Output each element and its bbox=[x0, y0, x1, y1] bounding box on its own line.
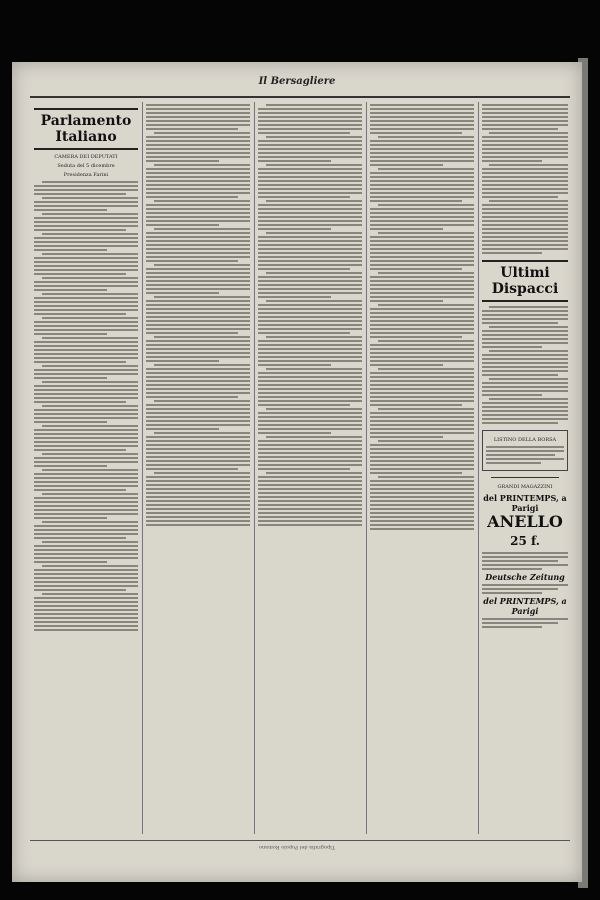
column-1 bbox=[34, 102, 138, 834]
stock-listing-title: LISTINO DELLA BORSA bbox=[493, 437, 557, 443]
ad-price-line bbox=[482, 513, 568, 550]
section-title-parliament: Parlamento Italiano bbox=[34, 108, 138, 150]
session-heading: Seduta del 5 dicembre bbox=[57, 163, 115, 169]
bottom-rule bbox=[30, 840, 570, 841]
article-text bbox=[370, 104, 474, 530]
column-4 bbox=[370, 102, 474, 834]
presidency-heading: Presidenza Farini bbox=[63, 172, 109, 178]
store-advertisement bbox=[482, 484, 568, 628]
section-title-dispatches: Ultimi Dispacci bbox=[482, 260, 568, 302]
chamber-heading: CAMERA DEI DEPUTATI bbox=[54, 154, 118, 160]
ad-newspaper: Deutsche Zeitung bbox=[485, 572, 565, 582]
column-rule bbox=[254, 102, 255, 834]
column-3 bbox=[258, 102, 362, 834]
masthead-title: Il Bersagliere bbox=[258, 76, 336, 87]
column-2 bbox=[146, 102, 250, 834]
article-text bbox=[258, 104, 362, 526]
article-text bbox=[146, 104, 250, 526]
column-rule bbox=[478, 102, 479, 834]
footer-printer-line: Tipografia del Popolo Romano bbox=[258, 844, 336, 850]
separator bbox=[491, 477, 560, 478]
ad-text bbox=[482, 552, 568, 570]
ad-store-name: del PRINTEMPS, a Parigi bbox=[483, 493, 567, 513]
article-text bbox=[34, 181, 138, 631]
ad-text bbox=[482, 618, 568, 628]
dispatches-text bbox=[482, 306, 568, 424]
stock-listing bbox=[482, 430, 568, 471]
top-rule bbox=[30, 96, 570, 98]
ad-store-footer: del PRINTEMPS, a Parigi bbox=[483, 596, 567, 616]
ad-price: 25 f. bbox=[510, 534, 540, 548]
column-rule bbox=[142, 102, 143, 834]
article-text bbox=[482, 104, 568, 254]
newspaper-page bbox=[12, 62, 582, 882]
ad-text bbox=[482, 584, 568, 594]
column-5 bbox=[482, 102, 568, 834]
ad-price-word: ANELLO bbox=[487, 512, 563, 531]
column-rule bbox=[366, 102, 367, 834]
ad-store-header: GRANDI MAGAZZINI bbox=[497, 484, 553, 490]
